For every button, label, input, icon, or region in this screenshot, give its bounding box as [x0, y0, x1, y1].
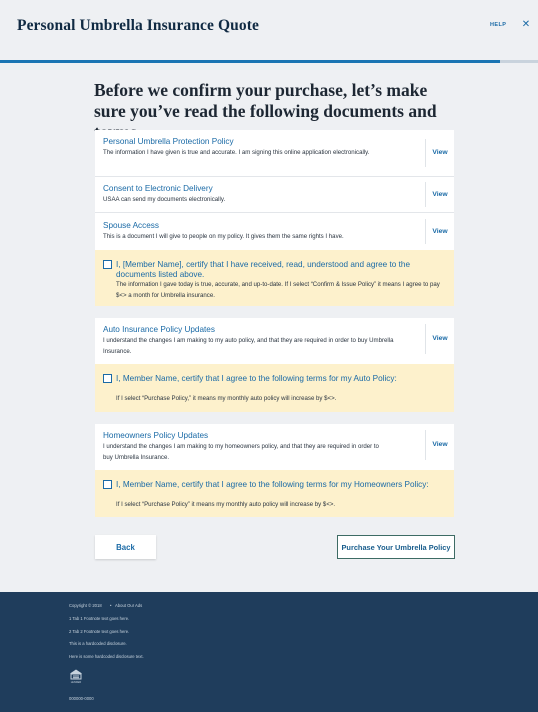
document-description: The information I have given is true and accurate. I am signing this online application electronically.	[103, 149, 370, 156]
certification-auto-policy	[95, 364, 454, 412]
document-card-spouse-access	[95, 213, 454, 250]
document-title[interactable]: Auto Insurance Policy Updates	[103, 325, 215, 334]
certification-title: I, Member Name, certify that I agree to the following terms for my Homeowners Policy:	[116, 480, 429, 489]
view-auto-policy-updates-link[interactable]: View	[425, 324, 454, 354]
header	[0, 0, 538, 63]
footer	[0, 592, 538, 712]
certify-documents-checkbox[interactable]	[103, 260, 112, 269]
footer-separator: •	[110, 603, 112, 608]
progress-bar	[0, 60, 538, 63]
document-title[interactable]: Homeowners Policy Updates	[103, 431, 209, 440]
document-description: I understand the changes I am making to my homeowners policy, and that they are required in order to buy Umbrella Insurance.	[103, 443, 379, 461]
certification-description: If I select “Purchase Policy,” it means my monthly auto policy will increase by $<>.	[116, 395, 337, 402]
about-ads-link[interactable]: About Our Ads	[115, 603, 143, 608]
footer-code: 000000-0000	[69, 696, 94, 701]
certify-homeowners-policy-checkbox[interactable]	[103, 480, 112, 489]
view-electronic-delivery-link[interactable]: View	[425, 182, 454, 207]
certification-title: I, [Member Name], certify that I have received, read, understood and agree to the documents listed above.	[116, 260, 410, 279]
document-card-umbrella-policy	[95, 130, 454, 176]
certification-title: I, Member Name, certify that I agree to the following terms for my Auto Policy:	[116, 374, 397, 383]
view-homeowners-policy-updates-link[interactable]: View	[425, 430, 454, 460]
document-description: USAA can send my documents electronically.	[103, 196, 226, 203]
document-description: This is a document I will give to people on my policy. It gives them the same rights I have.	[103, 233, 344, 240]
document-title[interactable]: Personal Umbrella Protection Policy	[103, 137, 234, 146]
certify-auto-policy-checkbox[interactable]	[103, 374, 112, 383]
progress-fill	[0, 60, 500, 63]
document-card-electronic-delivery	[95, 177, 454, 212]
disclosure-2: Here is some hardcoded disclosure text.	[69, 654, 144, 659]
document-title[interactable]: Consent to Electronic Delivery	[103, 184, 213, 193]
document-card-auto-policy-updates	[95, 318, 454, 364]
footnote-1: 1 Tab 1 Footnote text goes here.	[69, 616, 130, 621]
lender-label: LENDER	[70, 681, 82, 684]
page-title: Personal Umbrella Insurance Quote	[17, 17, 259, 34]
view-umbrella-policy-link[interactable]: View	[425, 139, 454, 167]
confirmation-heading: Before we confirm your purchase, let’s make sure you’ve read the following documents and	[94, 80, 437, 121]
certification-documents	[95, 250, 454, 306]
equal-housing-lender-icon	[69, 669, 83, 684]
certification-description: The information I gave today is true, accurate, and up-to-date. If I select “Confirm & Issue Policy” it means I agree to pay $<> a month for Umbrella insurance.	[116, 281, 440, 299]
certification-description: If I select “Purchase Policy” it means my monthly auto policy will increase by $<>.	[116, 501, 336, 508]
footnote-2: 2 Tab 2 Footnote text goes here.	[69, 629, 130, 634]
copyright-text: Copyright © 2018	[69, 603, 102, 608]
purchase-policy-button[interactable]: Purchase Your Umbrella Policy	[337, 535, 455, 559]
view-spouse-access-link[interactable]: View	[425, 219, 454, 244]
disclosure-1: This is a hardcoded disclosure.	[69, 641, 127, 646]
document-description: I understand the changes I am making to my auto policy, and that they are required in order to buy Umbrella Insurance.	[103, 337, 394, 355]
certification-homeowners-policy	[95, 470, 454, 517]
document-title[interactable]: Spouse Access	[103, 221, 159, 230]
close-icon[interactable]: ✕	[521, 19, 531, 30]
document-card-homeowners-policy-updates	[95, 424, 454, 470]
back-button[interactable]: Back	[95, 535, 156, 559]
help-link[interactable]: HELP	[490, 22, 507, 28]
